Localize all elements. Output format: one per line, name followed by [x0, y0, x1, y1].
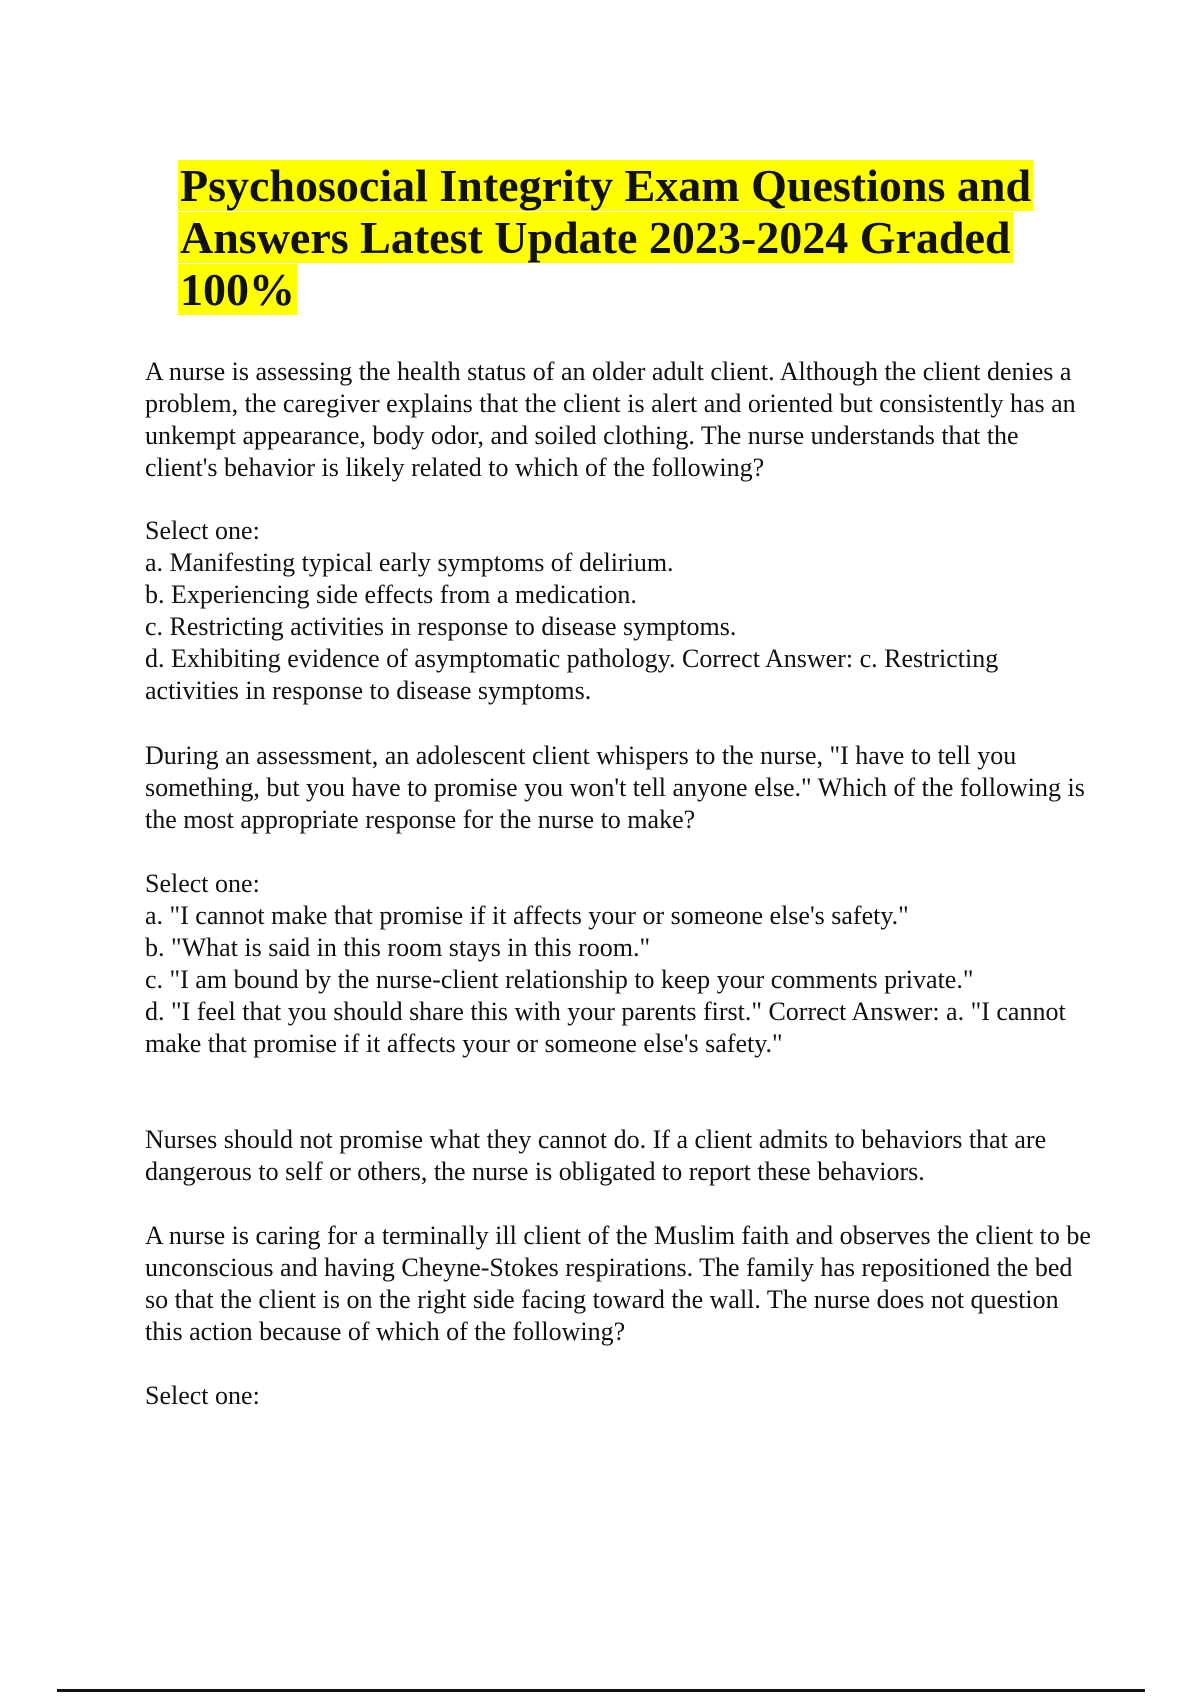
option-c: c. Restricting activities in response to disease symptoms. [145, 612, 737, 641]
option-d-answer: d. Exhibiting evidence of asymptomatic pathology. Correct Answer: c. Restricting activities in response to disease symptoms. [145, 644, 999, 705]
question-1-stem: A nurse is assessing the health status of an older adult client. Although the client denies a problem, the caregiver explains that the client is alert and oriented but consistently has an unkempt appearance, body odor, and soiled clothing. The nurse understands that the client's behavior is likely related to which of the following? [145, 357, 1076, 482]
option-b: b. Experiencing side effects from a medication. [145, 580, 637, 609]
page-bottom-rule [57, 1689, 1145, 1692]
title-highlight: Psychosocial Integrity Exam Questions and Answers Latest Update 2023-2024 Graded 100% [180, 160, 1032, 315]
option-a: a. Manifesting typical early symptoms of delirium. [145, 548, 674, 577]
select-one-label: Select one: [145, 1381, 260, 1410]
select-one-label: Select one: [145, 869, 260, 898]
question-2-stem: During an assessment, an adolescent client whispers to the nurse, "I have to tell you something, but you have to promise you won't tell anyone else." Which of the following is the most appropriate response for the nurse to make? [145, 741, 1085, 834]
question-2-rationale: Nurses should not promise what they cannot do. If a client admits to behaviors that are dangerous to self or others, the nurse is obligated to report these behaviors. [145, 1125, 1047, 1186]
question-3-stem: A nurse is caring for a terminally ill client of the Muslim faith and observes the client to be unconscious and having Cheyne-Stokes respirations. The family has repositioned the bed so that the client is on the right side facing toward the wall. The nurse does not question this action because of which of the following? [145, 1221, 1091, 1346]
select-one-label: Select one: [145, 516, 260, 545]
option-b: b. "What is said in this room stays in this room." [145, 933, 651, 962]
option-d-answer: d. "I feel that you should share this with your parents first." Correct Answer: a. "I cannot make that promise if it affects your or someone else's safety." [145, 997, 1066, 1058]
option-a: a. "I cannot make that promise if it affects your or someone else's safety." [145, 901, 909, 930]
option-c: c. "I am bound by the nurse-client relationship to keep your comments private." [145, 965, 974, 994]
document-title [178, 160, 1098, 316]
question-2-options [145, 868, 1095, 1060]
question-1-options [145, 515, 1095, 707]
